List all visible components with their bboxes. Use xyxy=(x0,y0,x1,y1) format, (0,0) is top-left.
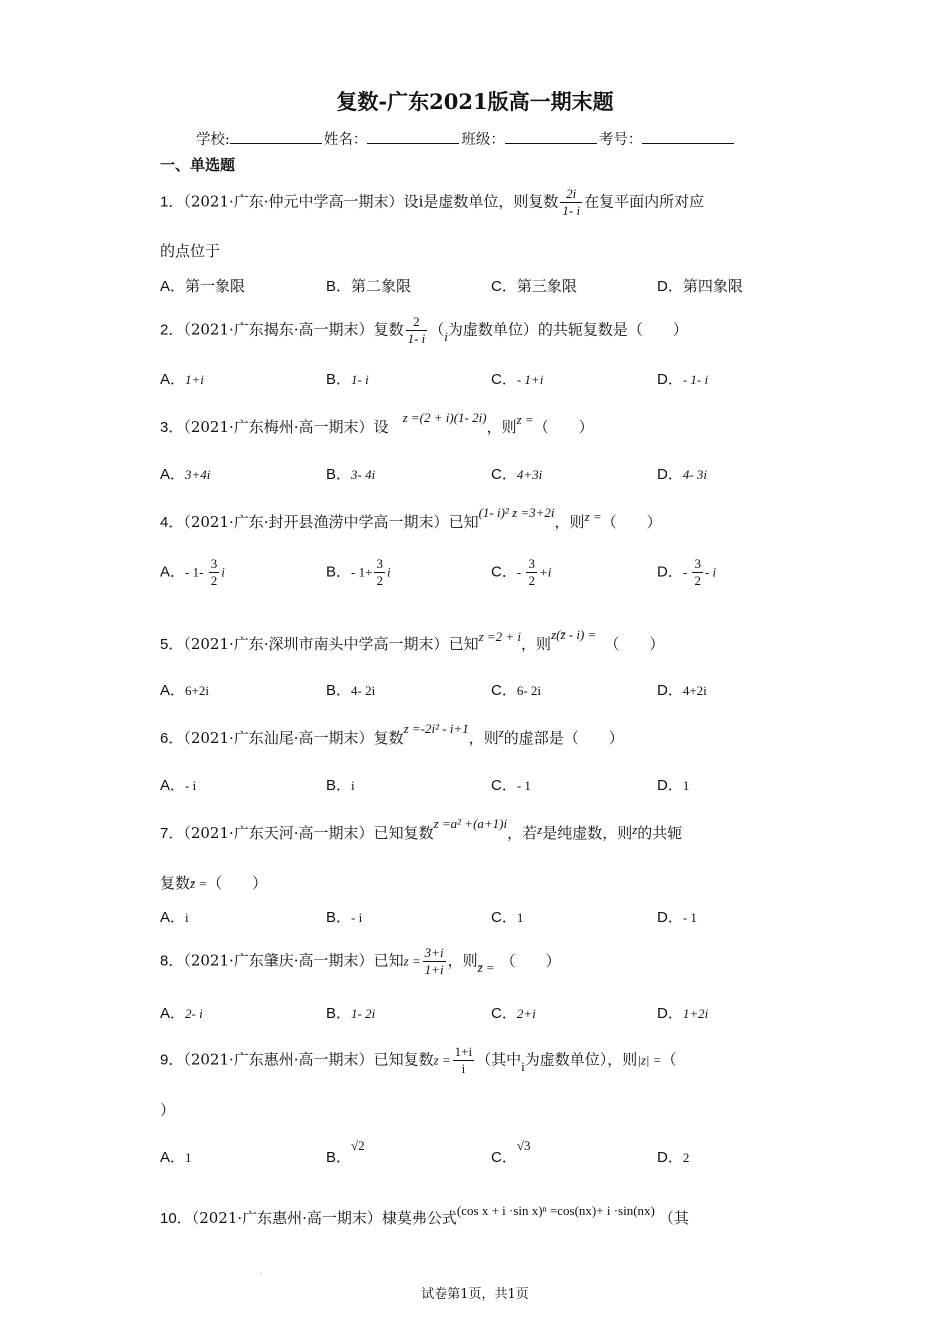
option-c[interactable] xyxy=(491,463,542,484)
fraction-numerator: 3 xyxy=(210,556,218,571)
option-c[interactable] xyxy=(491,679,541,700)
option-c[interactable] xyxy=(491,556,551,589)
question-number: 2． xyxy=(160,321,184,339)
option-text: 4+2i xyxy=(682,683,707,698)
fraction xyxy=(423,945,446,978)
math-expression: z =a² +(a+1)i xyxy=(433,816,508,831)
question-9 xyxy=(160,1044,677,1077)
option-label: B． xyxy=(326,466,352,483)
exam-no-blank[interactable] xyxy=(642,129,734,144)
fraction-denominator: 2 xyxy=(376,573,383,588)
school-label: 学校: xyxy=(196,132,230,148)
option-label: C． xyxy=(491,909,517,926)
fraction-numerator: 2i xyxy=(560,186,582,203)
fraction-denominator: 2 xyxy=(210,573,218,588)
option-text: 4+3i xyxy=(516,467,543,482)
option-b[interactable] xyxy=(326,556,391,589)
question-source: （2021·广东梅州·高一期末） xyxy=(183,418,374,436)
option-text: 3+4i xyxy=(185,467,211,482)
question-text: ，若 xyxy=(507,824,538,842)
option-label: C． xyxy=(491,777,517,794)
math-expression: z(z̄ - i) = xyxy=(551,627,597,642)
option-label: B． xyxy=(326,682,352,699)
option-label: A． xyxy=(160,777,186,794)
option-text: - i xyxy=(185,778,197,793)
question-number: 8． xyxy=(160,952,184,970)
option-c[interactable] xyxy=(491,1002,536,1023)
option-d[interactable] xyxy=(657,556,716,589)
option-c[interactable] xyxy=(491,906,523,927)
question-number: 5． xyxy=(160,636,184,653)
option-label: D． xyxy=(657,1149,683,1166)
fraction-denominator: 1- i xyxy=(562,203,581,218)
page-footer: 试卷第1页，共1页 xyxy=(421,1287,529,1302)
scan-dot: : xyxy=(260,1270,263,1277)
option-b[interactable] xyxy=(326,906,362,927)
question-3 xyxy=(160,410,594,437)
option-text: 1- i xyxy=(351,372,369,387)
fraction-numerator: 3 xyxy=(376,556,383,571)
option-text: - 1- i xyxy=(682,372,709,387)
option-b[interactable] xyxy=(326,275,411,296)
option-label: D． xyxy=(657,278,683,295)
option-label: C． xyxy=(491,1149,517,1166)
option-a[interactable] xyxy=(160,1146,192,1167)
math-expression: z =(2 + i)(1- 2i) xyxy=(402,410,487,425)
option-d[interactable] xyxy=(657,774,689,795)
option-label: C． xyxy=(491,278,517,295)
option-label: A． xyxy=(160,1005,186,1022)
question-9-cont: ） xyxy=(160,1101,176,1119)
option-label: B． xyxy=(326,909,352,926)
option-label: B． xyxy=(326,777,352,794)
fraction-numerator: 2 xyxy=(406,314,428,331)
option-text: 2+i xyxy=(516,1006,536,1021)
math-var: z̄ = xyxy=(190,876,208,891)
question-text: （ ） xyxy=(604,635,665,653)
question-text: ，则 xyxy=(447,951,478,970)
class-blank[interactable] xyxy=(505,129,597,144)
fraction xyxy=(692,556,703,589)
question-text: 已知复数 xyxy=(373,1050,434,1069)
fraction xyxy=(560,186,582,219)
question-text: 设 xyxy=(373,418,389,436)
option-label: C． xyxy=(491,1005,517,1022)
question-source: （2021·广东汕尾·高一期末） xyxy=(183,729,374,747)
question-number: 1． xyxy=(160,193,184,211)
option-text: 2 xyxy=(682,1150,690,1165)
section-heading: 一、单选题 xyxy=(160,156,236,174)
option-text: √3 xyxy=(516,1138,531,1153)
question-number: 10． xyxy=(160,1210,192,1227)
option-b[interactable] xyxy=(326,679,375,700)
question-source: （2021·广东天河·高一期末） xyxy=(183,824,374,842)
question-number: 7． xyxy=(160,825,184,842)
option-label: B． xyxy=(326,1149,352,1166)
option-label: C． xyxy=(491,466,517,483)
question-source: （2021·广东·仲元中学高一期末） xyxy=(183,192,404,211)
option-label: A． xyxy=(160,1149,186,1166)
question-7-cont xyxy=(160,872,267,893)
option-text: - xyxy=(682,564,691,580)
question-text: （ xyxy=(661,1050,677,1069)
question-source: （2021·广东揭东·高一期末） xyxy=(183,320,374,339)
option-text: 第二象限 xyxy=(351,277,412,295)
option-a[interactable] xyxy=(160,679,209,700)
fraction xyxy=(453,1044,474,1077)
question-text: （ ） xyxy=(207,874,268,892)
option-text: 2- i xyxy=(185,1006,203,1021)
question-4 xyxy=(160,505,662,532)
option-text: 1+2i xyxy=(682,1006,709,1021)
question-1 xyxy=(160,186,704,219)
question-text: 的虚部是（ ） xyxy=(503,729,624,747)
option-c[interactable] xyxy=(491,774,531,795)
question-source: （2021·广东惠州·高一期末） xyxy=(191,1209,382,1227)
option-label: D． xyxy=(657,1005,683,1022)
option-text: - xyxy=(516,564,525,580)
option-text: 1 xyxy=(185,1150,192,1165)
question-text: 已知 xyxy=(448,635,479,653)
math-expression: (1- i)² z =3+2i xyxy=(478,505,555,520)
question-text: （ ） xyxy=(500,951,561,970)
option-label: D． xyxy=(657,371,683,388)
option-d[interactable] xyxy=(657,1002,708,1023)
question-text: 已知 xyxy=(448,513,479,531)
question-text: 是纯虚数，则 xyxy=(542,824,633,842)
name-blank[interactable] xyxy=(367,129,459,144)
fraction-numerator: 1+i xyxy=(454,1044,473,1059)
option-text: i xyxy=(185,910,189,925)
option-text: - 1+i xyxy=(516,372,544,387)
name-label: 姓名： xyxy=(323,132,368,148)
option-text: - i xyxy=(351,910,363,925)
question-text: （ ） xyxy=(601,513,662,531)
option-b[interactable] xyxy=(326,368,369,389)
option-text: 4- 3i xyxy=(682,467,708,482)
option-label: A． xyxy=(160,466,186,483)
option-label: D． xyxy=(657,682,683,699)
option-text: 6+2i xyxy=(185,683,209,698)
option-b[interactable] xyxy=(326,774,355,795)
question-text: ，则 xyxy=(554,513,585,531)
option-text: - 1+ xyxy=(351,564,373,580)
option-c[interactable] xyxy=(491,368,543,389)
school-blank[interactable] xyxy=(230,129,322,144)
math-var: z xyxy=(537,822,543,837)
math-var: z xyxy=(498,725,504,740)
question-text: 复数 xyxy=(373,729,404,747)
fraction-numerator: 3+i xyxy=(424,945,444,960)
question-number: 3． xyxy=(160,419,184,436)
question-text: （其中 xyxy=(476,1050,522,1069)
question-text: 设i是虚数单位，则复数 xyxy=(403,192,559,211)
question-number: 6． xyxy=(160,730,184,747)
page-title: 复数-广东2021版高一期末题 xyxy=(336,89,614,114)
question-text: ，则 xyxy=(486,418,517,436)
option-label: D． xyxy=(657,466,683,483)
option-label: D． xyxy=(657,563,683,581)
option-text: - 1 xyxy=(682,910,697,925)
option-text: 6- 2i xyxy=(516,683,542,698)
math-expression: z =-2i² - i+1 xyxy=(403,721,469,736)
option-label: B． xyxy=(326,371,352,388)
exam-no-label: 考号： xyxy=(598,132,643,148)
math-expression: z =2 + i xyxy=(478,629,522,644)
question-text: 为虚数单位）的共轭复数是（ ） xyxy=(447,320,688,339)
option-label: C． xyxy=(491,563,517,581)
student-info-line xyxy=(196,128,736,149)
question-text: 已知复数 xyxy=(373,824,434,842)
option-text: 3- 4i xyxy=(351,467,376,482)
fraction-denominator: 2 xyxy=(694,573,701,588)
option-a[interactable] xyxy=(160,906,189,927)
question-text: 棣莫弗公式 xyxy=(381,1209,457,1227)
math-var: i xyxy=(521,1058,525,1074)
question-7 xyxy=(160,816,683,843)
option-a[interactable] xyxy=(160,368,204,389)
option-text: 1- 2i xyxy=(351,1006,376,1021)
question-source: （2021·广东肇庆·高一期末） xyxy=(183,951,374,970)
option-label: C． xyxy=(491,682,517,699)
math-var: z = xyxy=(403,953,421,969)
option-label: A． xyxy=(160,909,186,926)
option-label: A． xyxy=(160,563,186,581)
option-a[interactable] xyxy=(160,275,245,296)
math-var: z̄ = xyxy=(477,959,495,975)
option-text: i xyxy=(351,778,355,793)
fraction-denominator: 1- i xyxy=(407,331,426,346)
option-b[interactable] xyxy=(326,1002,375,1023)
option-label: A． xyxy=(160,371,186,388)
question-text: （其 xyxy=(658,1209,689,1227)
math-expression: (cos x + i ·sin x)ⁿ =cos(nx)+ i ·sin(nx) xyxy=(456,1203,655,1218)
question-1-cont: 的点位于 xyxy=(160,242,221,260)
question-text: （ ） xyxy=(533,418,594,436)
question-8 xyxy=(160,945,561,978)
question-number: 4． xyxy=(160,514,184,531)
question-text: 在复平面内所对应 xyxy=(584,192,705,211)
question-text: 复数 xyxy=(160,874,191,892)
question-10 xyxy=(160,1203,689,1228)
option-label: A． xyxy=(160,278,186,295)
option-a[interactable] xyxy=(160,1002,203,1023)
option-text: 第三象限 xyxy=(516,277,577,295)
option-a[interactable] xyxy=(160,774,196,795)
question-5 xyxy=(160,627,665,654)
math-var: z = xyxy=(516,412,534,427)
math-var: z = xyxy=(584,509,602,524)
fraction xyxy=(406,314,428,347)
question-text: 的共轭 xyxy=(637,824,683,842)
option-text: 1 xyxy=(682,778,690,793)
question-text: ，则 xyxy=(521,635,552,653)
option-text: i xyxy=(221,564,225,580)
question-text: 已知 xyxy=(373,951,404,970)
question-source: （2021·广东惠州·高一期末） xyxy=(183,1050,374,1069)
option-d[interactable] xyxy=(657,906,697,927)
fraction-denominator: 2 xyxy=(528,573,535,588)
option-text: 4- 2i xyxy=(351,683,376,698)
option-text: i xyxy=(386,564,391,580)
fraction-numerator: 3 xyxy=(694,556,701,571)
option-d[interactable] xyxy=(657,1146,689,1167)
option-label: D． xyxy=(657,909,683,926)
option-d[interactable] xyxy=(657,275,743,296)
math-var: z xyxy=(632,822,638,837)
option-d[interactable] xyxy=(657,463,707,484)
option-c[interactable] xyxy=(491,275,577,296)
option-label: B． xyxy=(326,1005,352,1022)
question-number: 9． xyxy=(160,1051,184,1069)
option-text: - 1- xyxy=(185,564,207,580)
option-a[interactable] xyxy=(160,556,225,589)
option-text: 第一象限 xyxy=(185,277,246,295)
option-label: C． xyxy=(491,371,517,388)
fraction xyxy=(209,556,220,589)
fraction-denominator: 1+i xyxy=(424,962,444,977)
fraction-denominator: i xyxy=(461,1061,466,1076)
option-a[interactable] xyxy=(160,463,210,484)
option-text: - 1 xyxy=(516,778,531,793)
question-source: （2021·广东·深圳市南头中学高一期末） xyxy=(183,635,449,653)
question-text: ，则 xyxy=(468,729,499,747)
option-text: +i xyxy=(538,564,552,580)
option-b[interactable] xyxy=(326,1138,365,1167)
question-6 xyxy=(160,721,624,748)
fraction-numerator: 3 xyxy=(528,556,535,571)
math-var: z = xyxy=(433,1052,451,1068)
option-label: A． xyxy=(160,682,186,699)
option-b[interactable] xyxy=(326,463,375,484)
option-label: D． xyxy=(657,777,683,794)
option-c[interactable] xyxy=(491,1138,531,1167)
fraction xyxy=(374,556,385,589)
question-text: （ xyxy=(429,320,445,339)
question-text: 复数 xyxy=(373,320,404,339)
option-text: - i xyxy=(704,564,717,580)
option-text: √2 xyxy=(351,1138,365,1153)
option-d[interactable] xyxy=(657,679,707,700)
question-2 xyxy=(160,314,688,347)
question-source: （2021·广东·封开县渔涝中学高一期末） xyxy=(183,513,449,531)
option-label: B． xyxy=(326,278,352,295)
question-text: 为虚数单位），则 xyxy=(524,1050,638,1069)
option-text: 第四象限 xyxy=(682,277,743,295)
class-label: 班级： xyxy=(461,132,505,148)
fraction xyxy=(526,556,537,589)
math-expression: |z| = xyxy=(637,1052,662,1068)
option-text: 1+i xyxy=(185,372,204,387)
option-d[interactable] xyxy=(657,368,708,389)
math-var: i xyxy=(444,328,448,344)
option-label: B． xyxy=(326,563,352,581)
option-text: 1 xyxy=(516,910,524,925)
